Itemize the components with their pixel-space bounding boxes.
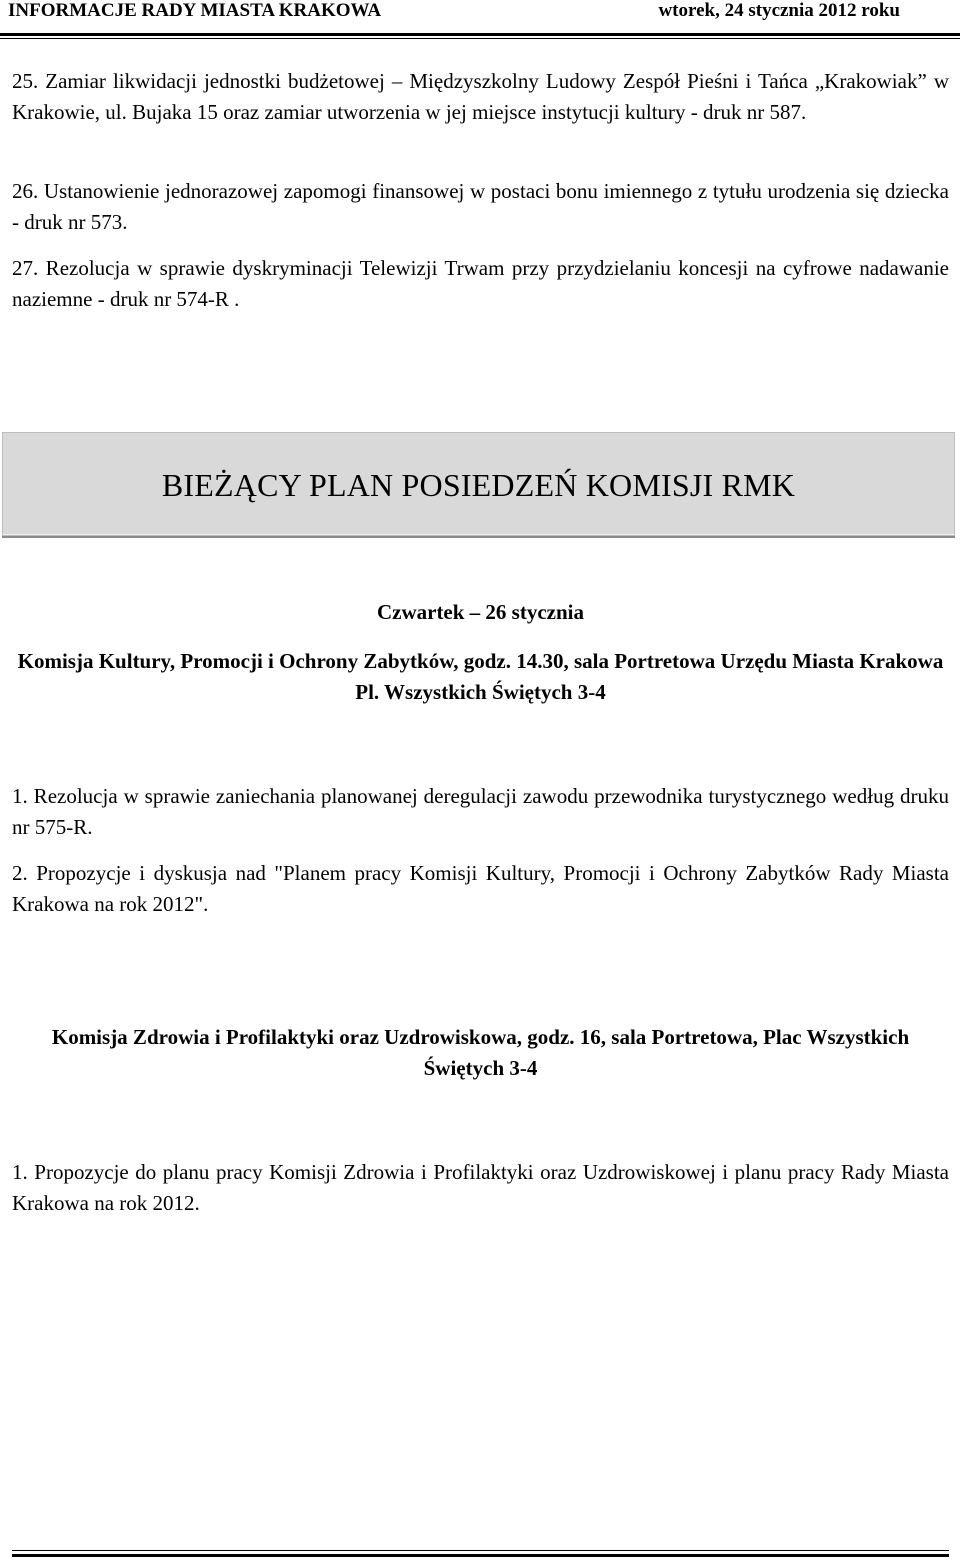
day-heading: Czwartek – 26 stycznia xyxy=(376,600,585,624)
page-header xyxy=(0,0,960,40)
section-banner xyxy=(2,432,955,536)
publication-title: INFORMACJE RADY MIASTA KRAKOWA xyxy=(8,0,382,21)
agenda-item-25: 25. Zamiar likwidacji jednostki budżetowej – Międzyszkolny Ludowy Zespół Pieśni i Tańca „Krakowiak” w Krakowie, ul. Bujaka 15 oraz zamiar utworzenia w jej miejsce instytucji kultury - druk nr 587. xyxy=(12,69,949,124)
header-rule-thick xyxy=(0,33,960,36)
publication-date: wtorek, 24 stycznia 2012 roku xyxy=(658,0,900,21)
meeting-culture-item-1: 1. Rezolucja w sprawie zaniechania planowanej deregulacji zawodu przewodnika turystycznego według druku nr 575-R. xyxy=(12,784,949,839)
agenda-item-26: 26. Ustanowienie jednorazowej zapomogi finansowej w postaci bonu imiennego z tytułu urodzenia się dziecka - druk nr 573. xyxy=(12,179,949,234)
meeting-culture-item-2: 2. Propozycje i dyskusja nad "Planem pracy Komisji Kultury, Promocji i Ochrony Zabytków Rady Miasta Krakowa na rok 2012". xyxy=(12,861,949,916)
meeting-title-health: Komisja Zdrowia i Profilaktyki oraz Uzdrowiskowa, godz. 16, sala Portretowa, Plac Wszystkich Świętych 3-4 xyxy=(51,1025,910,1080)
meeting-health-item-1: 1. Propozycje do planu pracy Komisji Zdrowia i Profilaktyki oraz Uzdrowiskowej i planu pracy Rady Miasta Krakowa na rok 2012. xyxy=(12,1160,949,1215)
section-banner-title: BIEŻĄCY PLAN POSIEDZEŃ KOMISJI RMK xyxy=(161,467,796,503)
footer-rule-thin xyxy=(12,1550,949,1551)
footer-rule-thick xyxy=(12,1554,949,1557)
agenda-item-27: 27. Rezolucja w sprawie dyskryminacji Telewizji Trwam przy przydzielaniu koncesji na cyfrowe nadawanie naziemne - druk nr 574-R . xyxy=(12,256,949,311)
meeting-title-culture: Komisja Kultury, Promocji i Ochrony Zabytków, godz. 14.30, sala Portretowa Urzędu Miasta Krakowa Pl. Wszystkich Świętych 3-4 xyxy=(17,649,944,704)
header-rule-thin xyxy=(0,38,960,39)
